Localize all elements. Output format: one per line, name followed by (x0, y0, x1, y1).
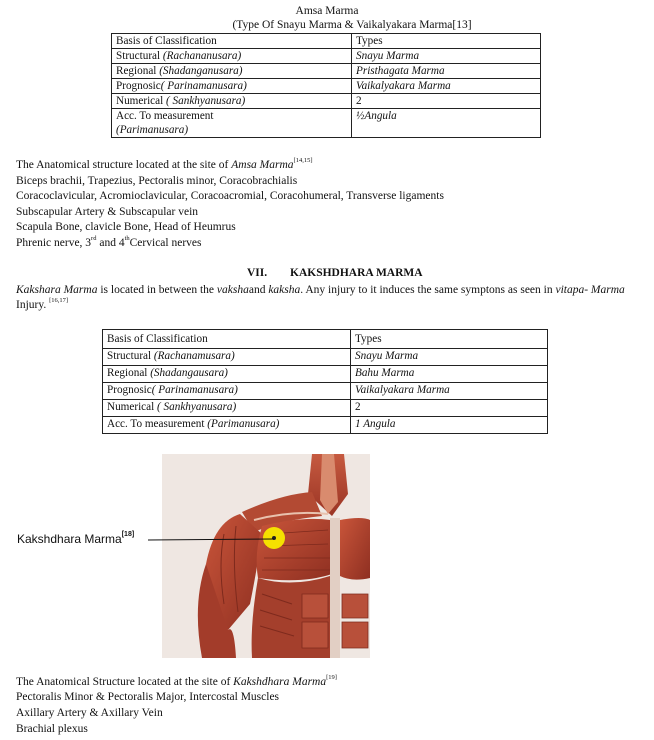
list-item: Brachial plexus (16, 723, 88, 735)
type-cell: Vaikalyakara Marma (351, 383, 548, 400)
basis-cell: Structural (Rachanamusara) (103, 349, 351, 366)
type-cell: Vaikalyakara Marma (352, 79, 541, 94)
amsa-classification-table (111, 33, 541, 138)
table-header-row (112, 34, 541, 49)
kakshdhara-paragraph-line2: Injury. [16,17] (16, 297, 69, 311)
basis-cell: Acc. To measurement (Parimanusara) (103, 417, 351, 434)
table-row (112, 94, 541, 109)
amsa-title-block (0, 4, 654, 32)
type-cell: 2 (351, 400, 548, 417)
figure-label: Kakshdhara Marma[18] (17, 531, 135, 546)
type-cell: 1 Angula (351, 417, 548, 434)
type-cell: Snayu Marma (351, 349, 548, 366)
muscle-illustration (162, 454, 370, 658)
type-cell: Bahu Marma (351, 366, 548, 383)
list-item: Axillary Artery & Axillary Vein (16, 707, 163, 719)
type-cell: ½Angula (352, 109, 541, 138)
header-types: Types (352, 34, 541, 49)
basis-cell: Regional (Shadangausara) (103, 366, 351, 383)
list-item: Pectoralis Minor & Pectoralis Major, Intercostal Muscles (16, 691, 280, 703)
type-cell: Snayu Marma (352, 49, 541, 64)
header-types: Types (351, 330, 548, 349)
table-row (112, 79, 541, 94)
section-heading: KAKSHDHARA MARMA (290, 267, 423, 279)
table-row (103, 400, 548, 417)
basis-cell: Prognosic( Parinamanusara) (112, 79, 352, 94)
type-cell: 2 (352, 94, 541, 109)
table-header-row (103, 330, 548, 349)
kakshdhara-structure-intro: The Anatomical Structure located at the site of Kakshdhara Marma[19] (16, 674, 337, 688)
kakshdhara-paragraph-line1: Kakshara Marma is located in between the vakshaand kaksha. Any injury to it induces the same symptons as seen in vitapa- Marma (16, 284, 625, 296)
basis-cell: Regional (Shadanganusara) (112, 64, 352, 79)
header-basis: Basis of Classification (103, 330, 351, 349)
amsa-structure-intro: The Anatomical structure located at the site of Amsa Marma[14,15] (16, 157, 313, 171)
list-item: Scapula Bone, clavicle Bone, Head of Heumrus (16, 221, 236, 233)
list-item: Subscapular Artery & Subscapular vein (16, 206, 199, 218)
anatomy-figure (162, 454, 370, 658)
type-cell: Pristhagata Marma (352, 64, 541, 79)
basis-cell: Acc. To measurement (Parimanusara) (112, 109, 352, 138)
table-row (103, 383, 548, 400)
list-item: Biceps brachii, Trapezius, Pectoralis minor, Coracobrachialis (16, 175, 298, 187)
basis-cell: Numerical ( Sankhyanusara) (103, 400, 351, 417)
amsa-title: Amsa Marma (295, 5, 359, 17)
basis-cell: Structural (Rachananusara) (112, 49, 352, 64)
kakshdhara-classification-table (102, 329, 548, 434)
table-row (112, 64, 541, 79)
table-row (103, 417, 548, 434)
table-row (103, 349, 548, 366)
amsa-subtitle: (Type Of Snayu Marma & Vaikalyakara Marma[13] (232, 19, 472, 31)
basis-cell: Numerical ( Sankhyanusara) (112, 94, 352, 109)
section-number: VII. (247, 267, 268, 279)
table-row (103, 366, 548, 383)
table-row (112, 49, 541, 64)
list-item: Coracoclavicular, Acromioclavicular, Coracoacromial, Coracohumeral, Transverse ligaments (16, 190, 444, 202)
list-item: Phrenic nerve, 3rd and 4thCervical nerves (16, 235, 202, 249)
basis-cell: Prognosic( Parinamanusara) (103, 383, 351, 400)
table-row (112, 109, 541, 138)
header-basis: Basis of Classification (112, 34, 352, 49)
